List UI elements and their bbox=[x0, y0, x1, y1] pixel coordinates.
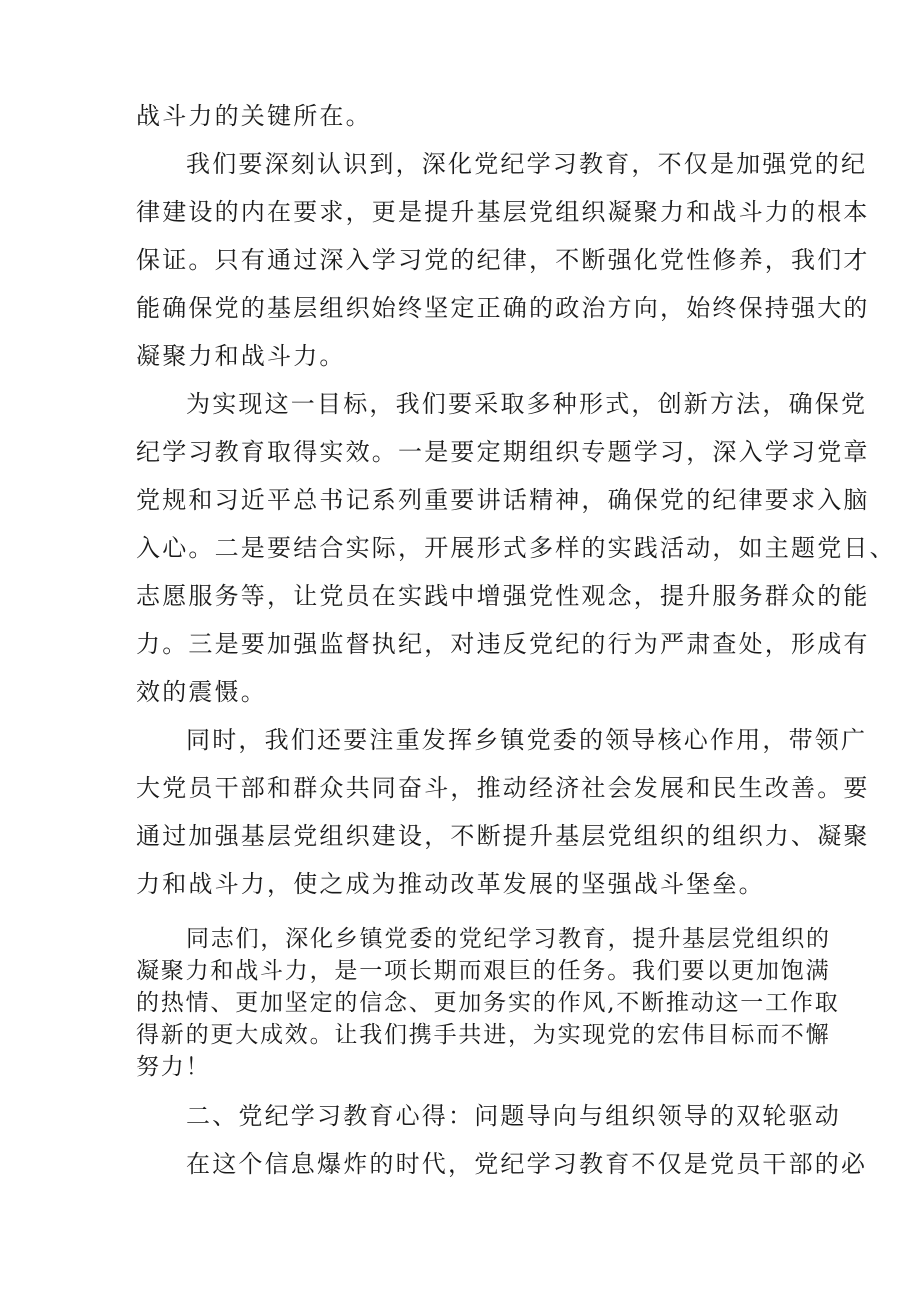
text-line: 通过加强基层党组织建设，不断提升基层党组织的组织力、凝聚 bbox=[136, 822, 870, 850]
text-line: 大党员干部和群众共同奋斗，推动经济社会发展和民生改善。要 bbox=[136, 774, 870, 802]
text-line: 为实现这一目标，我们要采取多种形式，创新方法，确保党 bbox=[186, 390, 868, 418]
text-line: 保证。只有通过深入学习党的纪律，不断强化党性修养，我们才 bbox=[136, 246, 870, 274]
text-line: 的热情、更加坚定的信念、更加务实的作风,不断推动这一工作取 bbox=[136, 990, 840, 1016]
text-line: 能确保党的基层组织始终坚定正确的政治方向，始终保持强大的 bbox=[136, 294, 870, 322]
text-line: 入心。二是要结合实际，开展形式多样的实践活动，如主题党日、 bbox=[136, 534, 896, 562]
text-line: 得新的更大成效。让我们携手共进，为实现党的宏伟目标而不懈 bbox=[136, 1022, 831, 1048]
text-line: 志愿服务等，让党员在实践中增强党性观念，提升服务群众的能 bbox=[136, 582, 870, 610]
text-line: 我们要深刻认识到，深化党纪学习教育，不仅是加强党的纪 bbox=[186, 150, 868, 178]
text-line: 在这个信息爆炸的时代，党纪学习教育不仅是党员干部的必 bbox=[186, 1150, 868, 1178]
text-line: 同志们，深化乡镇党委的党纪学习教育，提升基层党组织的 bbox=[186, 926, 831, 952]
section-heading: 二、党纪学习教育心得：问题导向与组织领导的双轮驱动 bbox=[186, 1102, 841, 1130]
text-line: 凝聚力和战斗力。 bbox=[136, 342, 346, 370]
text-line: 党规和习近平总书记系列重要讲话精神，确保党的纪律要求入脑 bbox=[136, 486, 870, 514]
text-line: 律建设的内在要求，更是提升基层党组织凝聚力和战斗力的根本 bbox=[136, 198, 870, 226]
text-line: 战斗力的关键所在。 bbox=[136, 102, 372, 130]
text-line: 力和战斗力，使之成为推动改革发展的坚强战斗堡垒。 bbox=[136, 870, 765, 898]
text-line: 力。三是要加强监督执纪，对违反党纪的行为严肃查处，形成有 bbox=[136, 630, 870, 658]
text-line: 效的震慑。 bbox=[136, 678, 267, 706]
text-line: 凝聚力和战斗力，是一项长期而艰巨的任务。我们要以更加饱满 bbox=[136, 958, 831, 984]
text-line: 同时，我们还要注重发挥乡镇党委的领导核心作用，带领广 bbox=[186, 726, 868, 754]
text-line: 纪学习教育取得实效。一是要定期组织专题学习，深入学习党章 bbox=[136, 438, 870, 466]
text-line: 努力！ bbox=[136, 1054, 211, 1080]
